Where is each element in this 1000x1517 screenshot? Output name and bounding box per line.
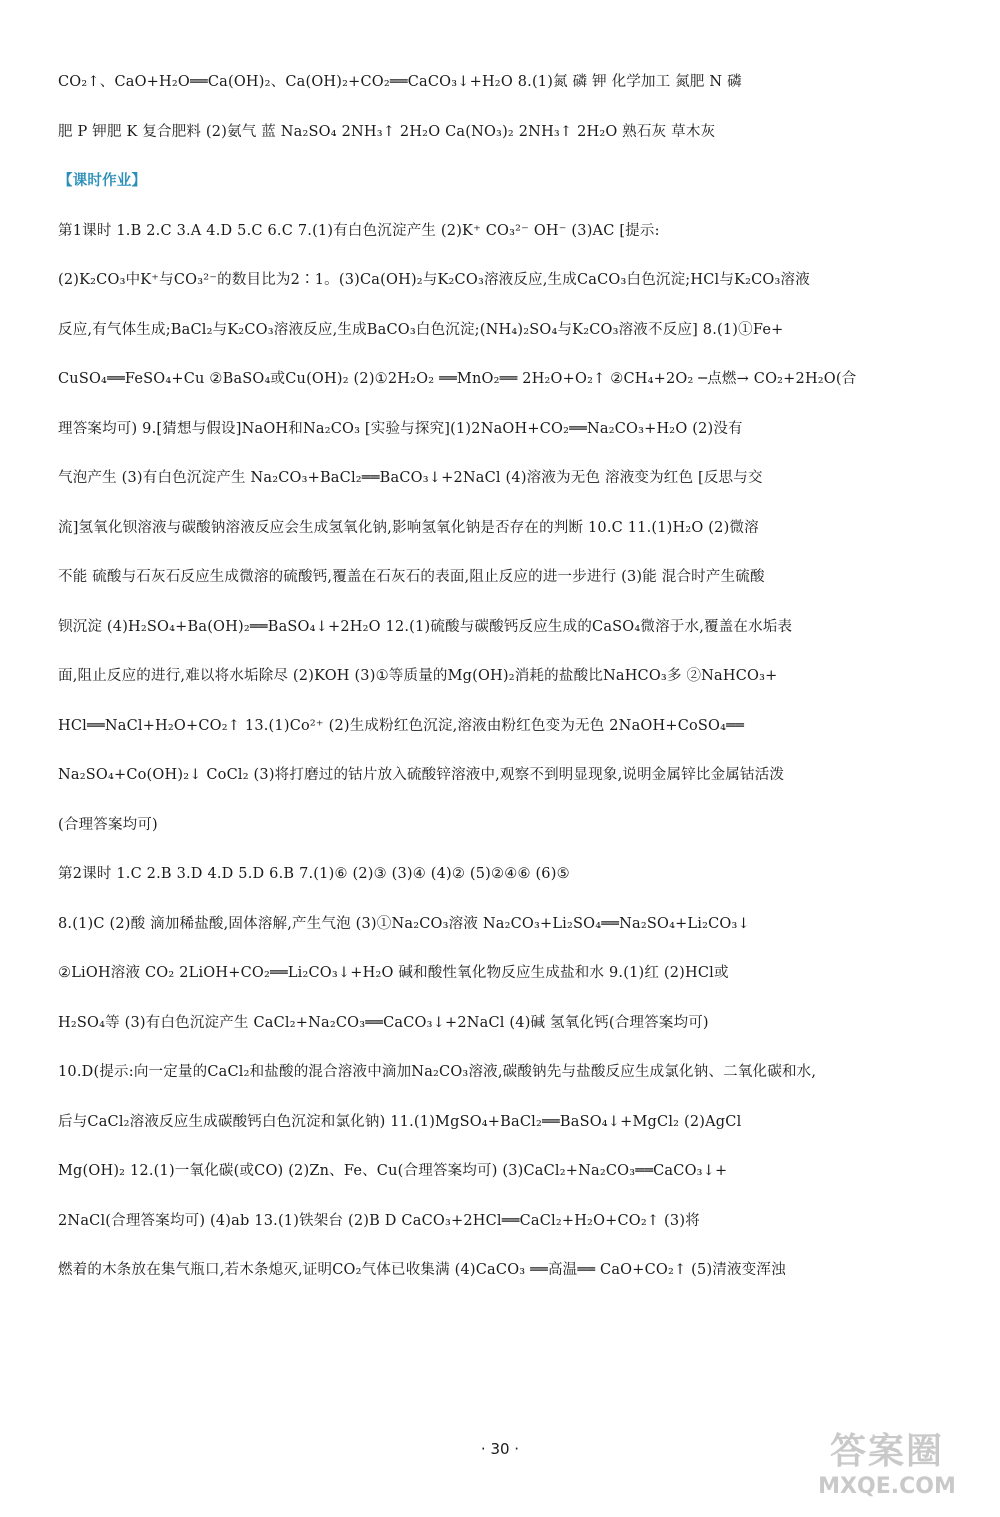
text-line: 8.(1)C (2)酸 滴加稀盐酸,固体溶解,产生气泡 (3)①Na₂CO₃溶液 Na₂CO₃+Li₂SO₄══Na₂SO₄+Li₂CO₃↓ — [58, 915, 750, 932]
page-number: · 30 · — [480, 1440, 520, 1458]
text-line: 理答案均可) 9.[猜想与假设]NaOH和Na₂CO₃ [实验与探究](1)2NaOH+CO₂══Na₂CO₃+H₂O (2)没有 — [58, 420, 743, 437]
text-line: 流]氢氧化钡溶液与碳酸钠溶液反应会生成氢氧化钠,影响氢氧化钠是否存在的判断 10.C 11.(1)H₂O (2)微溶 — [58, 519, 759, 536]
text-line: CuSO₄══FeSO₄+Cu ②BaSO₄或Cu(OH)₂ (2)①2H₂O₂ ══MnO₂══ 2H₂O+O₂↑ ②CH₄+2O₂ ─点燃→ CO₂+2H₂O(合 — [58, 371, 857, 387]
text-line: 后与CaCl₂溶液反应生成碳酸钙白色沉淀和氯化钠) 11.(1)MgSO₄+BaCl₂══BaSO₄↓+MgCl₂ (2)AgCl — [58, 1113, 742, 1130]
text-line: 2NaCl(合理答案均可) (4)ab 13.(1)铁架台 (2)B D CaCO₃+2HCl══CaCl₂+H₂O+CO₂↑ (3)将 — [58, 1212, 700, 1229]
text-line: 反应,有气体生成;BaCl₂与K₂CO₃溶液反应,生成BaCO₃白色沉淀;(NH₄)₂SO₄与K₂CO₃溶液不反应] 8.(1)①Fe+ — [58, 321, 784, 338]
section-title: 【课时作业】 — [58, 173, 147, 189]
text-line: (合理答案均可) — [58, 816, 158, 833]
text-line: HCl══NaCl+H₂O+CO₂↑ 13.(1)Co²⁺ (2)生成粉红色沉淀,溶液由粉红色变为无色 2NaOH+CoSO₄══ — [58, 717, 745, 734]
answer-text-block — [58, 72, 948, 1310]
text-line: ②LiOH溶液 CO₂ 2LiOH+CO₂══Li₂CO₃↓+H₂O 碱和酸性氧化物反应生成盐和水 9.(1)红 (2)HCl或 — [58, 965, 729, 981]
text-line: 燃着的木条放在集气瓶口,若木条熄灭,证明CO₂气体已收集满 (4)CaCO₃ ══高温══ CaO+CO₂↑ (5)清液变浑浊 — [58, 1262, 786, 1278]
text-line: 面,阻止反应的进行,难以将水垢除尽 (2)KOH (3)①等质量的Mg(OH)₂消耗的盐酸比NaHCO₃多 ②NaHCO₃+ — [58, 668, 778, 684]
watermark-url: MXQE.COM — [818, 1474, 956, 1499]
text-line: 第1课时 1.B 2.C 3.A 4.D 5.C 6.C 7.(1)有白色沉淀产生 (2)K⁺ CO₃²⁻ OH⁻ (3)AC [提示: — [58, 222, 660, 239]
text-line: Mg(OH)₂ 12.(1)一氧化碳(或CO) (2)Zn、Fe、Cu(合理答案均可) (3)CaCl₂+Na₂CO₃══CaCO₃↓+ — [58, 1163, 728, 1179]
watermark-title: 答案圈 — [829, 1431, 944, 1472]
text-line: 不能 硫酸与石灰石反应生成微溶的硫酸钙,覆盖在石灰石的表面,阻止反应的进一步进行 (3)能 混合时产生硫酸 — [58, 569, 765, 585]
text-line: 第2课时 1.C 2.B 3.D 4.D 5.D 6.B 7.(1)⑥ (2)③ (3)④ (4)② (5)②④⑥ (6)⑤ — [58, 866, 570, 882]
text-line: 气泡产生 (3)有白色沉淀产生 Na₂CO₃+BaCl₂══BaCO₃↓+2NaCl (4)溶液为无色 溶液变为红色 [反思与交 — [58, 470, 763, 486]
text-line: 肥 P 钾肥 K 复合肥料 (2)氨气 蓝 Na₂SO₄ 2NH₃↑ 2H₂O Ca(NO₃)₂ 2NH₃↑ 2H₂O 熟石灰 草木灰 — [58, 123, 716, 140]
text-line: H₂SO₄等 (3)有白色沉淀产生 CaCl₂+Na₂CO₃══CaCO₃↓+2NaCl (4)碱 氢氧化钙(合理答案均可) — [58, 1014, 709, 1031]
watermark-logo — [792, 1430, 982, 1510]
text-line: CO₂↑、CaO+H₂O══Ca(OH)₂、Ca(OH)₂+CO₂══CaCO₃↓+H₂O 8.(1)氮 磷 钾 化学加工 氮肥 N 磷 — [58, 74, 742, 90]
text-line: 钡沉淀 (4)H₂SO₄+Ba(OH)₂══BaSO₄↓+2H₂O 12.(1)硫酸与碳酸钙反应生成的CaSO₄微溶于水,覆盖在水垢表 — [58, 618, 793, 635]
text-line: Na₂SO₄+Co(OH)₂↓ CoCl₂ (3)将打磨过的钴片放入硫酸锌溶液中,观察不到明显现象,说明金属锌比金属钴活泼 — [58, 767, 785, 783]
text-line: 10.D(提示:向一定量的CaCl₂和盐酸的混合溶液中滴加Na₂CO₃溶液,碳酸钠先与盐酸反应生成氯化钠、二氧化碳和水, — [58, 1064, 817, 1080]
text-line: (2)K₂CO₃中K⁺与CO₃²⁻的数目比为2∶1。(3)Ca(OH)₂与K₂CO₃溶液反应,生成CaCO₃白色沉淀;HCl与K₂CO₃溶液 — [58, 272, 810, 288]
